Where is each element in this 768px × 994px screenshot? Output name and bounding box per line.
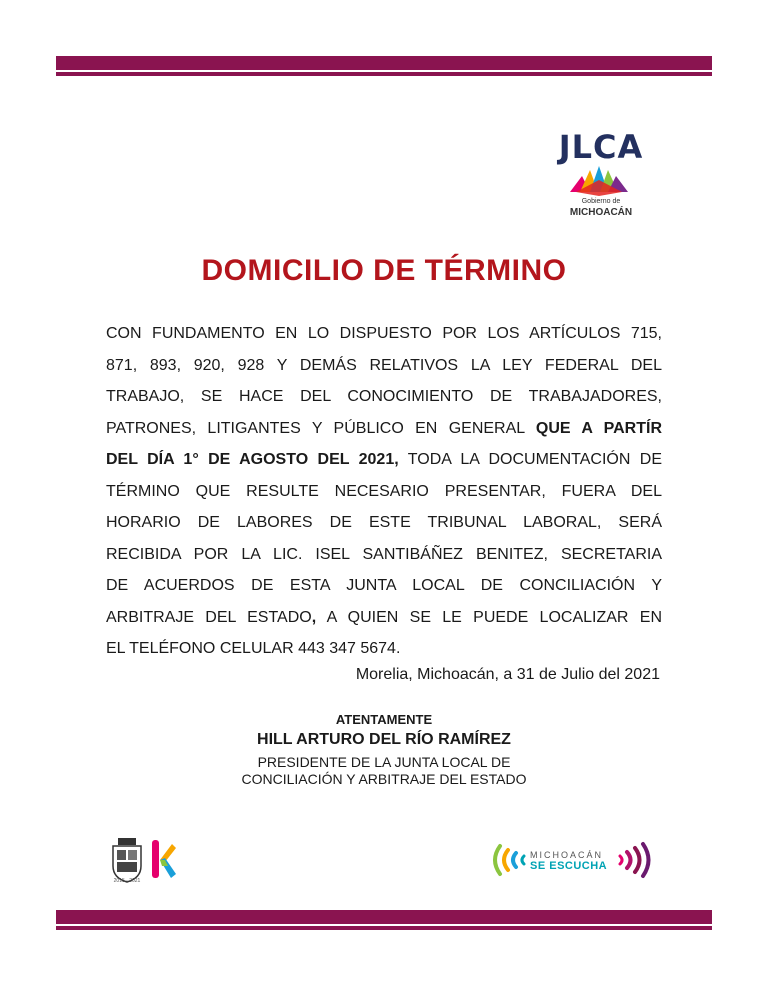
body-text: A QUIEN SE LE PUEDE LOCALIZAR EN (316, 608, 662, 626)
body-line (106, 476, 662, 508)
jlca-tagline: Gobierno de (581, 198, 621, 205)
colorful-crown-icon (568, 166, 630, 196)
body-text: DE ACUERDOS DE ESTA JUNTA LOCAL DE CONCILIACIÓN Y (106, 577, 662, 594)
jlca-state-name: MICHOACÁN (569, 207, 633, 218)
body-text: TODA LA DOCUMENTACIÓN DE (398, 451, 662, 468)
signatory-position-line1: PRESIDENTE DE LA JUNTA LOCAL DE (257, 754, 511, 770)
escucha-line2: SE ESCUCHA (530, 860, 608, 872)
body-text: PATRONES, LITIGANTES Y PÚBLICO EN GENERAL (106, 419, 536, 437)
body-text: TÉRMINO QUE RESULTE NECESARIO PRESENTAR, FUERA DEL (106, 482, 662, 500)
sound-waves-right-icon (616, 838, 652, 882)
place-and-date: Morelia, Michoacán, a 31 de Julio del 2021 (355, 666, 660, 683)
body-line (106, 602, 662, 634)
body-text: CON FUNDAMENTO EN LO DISPUESTO POR LOS ARTÍCULOS 715, (106, 325, 662, 342)
michoacan-se-escucha-logo (488, 838, 652, 882)
signatory-position-line2: CONCILIACIÓN Y ARBITRAJE DEL ESTADO (241, 771, 527, 787)
body-line (106, 633, 662, 665)
body-text: ARBITRAJE DEL ESTADO (106, 608, 312, 626)
body-line (106, 539, 662, 571)
bottom-decorative-bar (56, 910, 712, 924)
body-text: 871, 893, 920, 928 Y DEMÁS RELATIVOS LA LEY FEDERAL DEL (106, 356, 662, 374)
page-title: DOMICILIO DE TÉRMINO (201, 254, 567, 287)
signature-closing: ATENTAMENTE (335, 712, 433, 727)
top-decorative-bar (56, 56, 712, 70)
body-line (106, 507, 662, 539)
body-line (106, 318, 662, 350)
body-bold-text: QUE A PARTÍR (535, 419, 663, 437)
sound-waves-icon (488, 838, 528, 882)
body-line (106, 570, 662, 602)
body-text: RECIBIDA POR LA LIC. ISEL SANTIBÁÑEZ BENITEZ, SECRETARIA (106, 545, 662, 563)
body-line (106, 350, 662, 382)
jlca-logo (548, 128, 654, 220)
bottom-decorative-thin-bar (56, 926, 712, 930)
body-line (106, 381, 662, 413)
body-bold-text: DEL DÍA 1° DE AGOSTO DEL 2021, (106, 451, 399, 468)
notice-body (106, 318, 662, 665)
body-line (106, 444, 662, 476)
seal-years: 2015 - 2021 (113, 878, 141, 884)
body-text: TRABAJO, SE HACE DEL CONOCIMIENTO DE TRABAJADORES, (106, 388, 662, 405)
state-seal-icon (110, 836, 144, 884)
escucha-line1: MICHOACÁN (530, 850, 604, 860)
signatory-name: HILL ARTURO DEL RÍO RAMÍREZ (257, 731, 511, 748)
body-text: HORARIO DE LABORES DE ESTE TRIBUNAL LABORAL, SERÁ (106, 514, 662, 531)
body-text: EL TELÉFONO CELULAR 443 347 5674. (106, 640, 401, 657)
jlca-acronym: JLCA (558, 128, 644, 166)
top-decorative-thin-bar (56, 72, 712, 76)
body-line (106, 413, 662, 445)
colorful-k-icon (150, 838, 176, 880)
body-bold-text: , (311, 608, 317, 626)
